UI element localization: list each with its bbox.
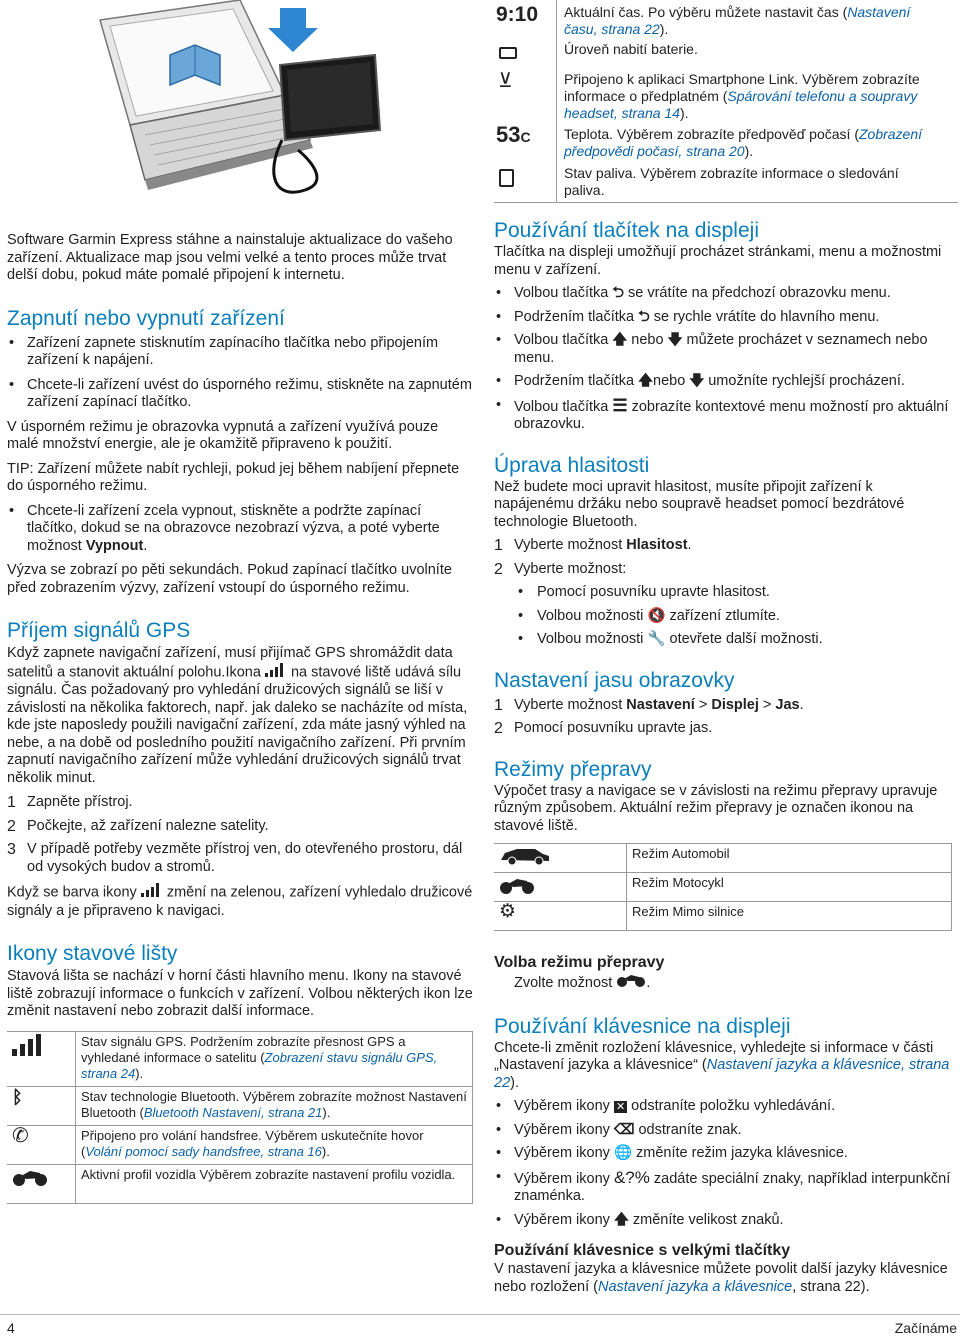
illustration (70, 0, 410, 210)
list-item: 1 Zapněte přístroj. (7, 794, 133, 811)
paragraph: Zvolte možnost . (514, 975, 651, 991)
page-number: 4 (7, 1320, 15, 1336)
paragraph: Chcete-li změnit rozložení klávesnice, vyhledejte si informace v části „Nastavení jazyka a klávesnice“ (Nastavení jazyka a klávesnice, strana 22). (494, 1039, 950, 1091)
transport-mode-table (494, 843, 952, 931)
list-item: • Výběrem ikony ✕ odstraníte položku vyhledávání. (494, 1098, 954, 1116)
heading-power: Zapnutí nebo vypnutí zařízení (7, 306, 285, 330)
footer-rule (0, 1314, 960, 1315)
status-desc: Aktuální čas. Po výběru můžete nastavit čas (Nastavení času, strana 22). (564, 4, 911, 37)
heading-gps: Příjem signálů GPS (7, 619, 191, 642)
gps-signal-icon (12, 1044, 46, 1059)
gps-signal-icon (141, 883, 163, 903)
list-item: • Volbou možnosti 🔧 otevřete další možnosti. (494, 631, 954, 649)
list-item: 2 Pomocí posuvníku upravte jas. (494, 720, 713, 737)
list-item: • Chcete-li zařízení zcela vypnout, stiskněte a podržte zapínací tlačítko, dokud se na obrazovce nezobrazí výzva, a poté vyberte možnost Vypnout. (7, 503, 473, 556)
table-row: ✆ Připojeno pro volání handsfree. Výběrem uskutečníte hovor (Volání pomocí sady handsfree, strana 16). (7, 1125, 473, 1164)
special-characters-icon: &?% (613, 1167, 650, 1187)
paragraph: Stavová lišta se nachází v horní části hlavního menu. Ikony na stavové liště zobrazují informace o funkcích v zařízení. Volbou některých ikon lze změnit nastavení nebo zobrazit další informace. (7, 968, 473, 1019)
divider (494, 202, 958, 203)
link[interactable]: Bluetooth Nastavení, strana 21 (143, 1104, 323, 1120)
heading-status-icons: Ikony stavové lišty (7, 942, 178, 965)
list-item: • Výběrem ikony ⌫ odstraníte znak. (494, 1122, 954, 1140)
heading-volume: Úprava hlasitosti (494, 453, 650, 477)
list-item: 2 Počkejte, až zařízení nalezne satelity. (7, 817, 269, 835)
menu-icon: ☰ (612, 395, 628, 415)
arrow-up-icon: 🡅 (612, 332, 628, 348)
list-item: 1 Vyberte možnost Nastavení > Displej > Jas. (494, 696, 804, 714)
heading-transport-modes: Režimy přepravy (494, 757, 652, 781)
table-row: Režim Automobil (494, 844, 952, 873)
table-row: ᛒ Stav technologie Bluetooth. Výběrem zobrazíte možnost Nastavení Bluetooth (Bluetooth Nastavení, strana 21). (7, 1086, 473, 1125)
list-item: • Zařízení zapnete stisknutím zapínacího tlačítka nebo připojením zařízení k napájení. (7, 335, 473, 370)
list-item: • Pomocí posuvníku upravte hlasitost. (494, 584, 954, 602)
heading-choose-mode: Volba režimu přepravy (494, 954, 665, 971)
table-row: Stav signálu GPS. Podržením zobrazíte přesnost GPS a vyhledané informace o satelitu (Zobrazení stavu signálu GPS, strana 24). (7, 1031, 473, 1086)
phone-icon: ✆ (12, 1124, 29, 1147)
table-row: ⚙ Režim Mimo silnice (494, 902, 952, 931)
list-item: • Volbou tlačítka ⮌ se vrátíte na předchozí obrazovku menu. (494, 285, 954, 303)
paragraph: Výpočet trasy a navigace se v závislosti na režimu přepravy upravuje různým způsobem. Aktuální režim přepravy je označen ikonou na stavové liště. (494, 782, 938, 834)
arrow-up-icon: 🡅 (638, 373, 654, 389)
heading-brightness: Nastavení jasu obrazovky (494, 668, 735, 692)
intro-paragraph: Software Garmin Express stáhne a nainstaluje aktualizace do vašeho zařízení. Aktualizace map jsou velmi velké a tento proces může trvat delší dobu, pokud máte pomalé připojení k internetu. (7, 232, 453, 283)
temperature-icon: 53C (496, 122, 531, 147)
paragraph: V nastavení jazyka a klávesnice můžete povolit další jazyky klávesnice nebo rozložení (Nastavení jazyka a klávesnice, strana 22). (494, 1261, 948, 1295)
clock-icon: 9:10 (496, 3, 539, 26)
right-column (494, 219, 954, 1296)
laptop-gps-illustration (70, 0, 410, 210)
link[interactable]: Volání pomocí sady handsfree, strana 16 (85, 1143, 322, 1159)
arrow-down-icon: 🡇 (667, 332, 683, 348)
divider (556, 0, 557, 202)
table-row: Režim Motocykl (494, 873, 952, 902)
table-row: Aktivní profil vozidla Výběrem zobrazíte nastavení profilu vozidla. (7, 1164, 473, 1203)
list-item: 2 Vyberte možnost: (494, 560, 627, 578)
wrench-icon: 🔧 (647, 631, 666, 647)
list-item: • Výběrem ikony 🌐 změníte režim jazyka klávesnice. (494, 1145, 954, 1163)
list-item: • Volbou tlačítka 🡅 nebo 🡇 můžete procházet v seznamech nebo menu. (494, 332, 954, 367)
paragraph: Než budete moci upravit hlasitost, musíte připojit zařízení k napájenému držáku nebo soupravě headset pomocí bezdrátové technologie Bluetooth. (494, 478, 905, 530)
download-icon (268, 8, 318, 52)
paragraph: V úsporném režimu je obrazovka vypnutá a zařízení využívá pouze malé množství energie, ale je okamžitě připraveno k použití. (7, 418, 439, 452)
list-item: • Volbou tlačítka ☰ zobrazíte kontextové menu možností pro aktuální obrazovku. (494, 397, 954, 434)
link[interactable]: Nastavení jazyka a klávesnice, strana 22 (494, 1057, 950, 1091)
heading-buttons: Používání tlačítek na displeji (494, 219, 759, 242)
list-item: • Podržením tlačítka ⮌ se rychle vrátíte do hlavního menu. (494, 309, 954, 327)
left-column (7, 232, 473, 1204)
paragraph: Tlačítka na displeji umožňují procházet stránkami, menu a možnostmi menu v zařízení. (494, 244, 942, 278)
tip-paragraph: TIP: Zařízení můžete nabít rychleji, pokud jej během nabíjení přepnete do úsporného režimu. (7, 460, 460, 494)
bluetooth-icon: ᛒ (12, 1086, 23, 1107)
heading-keyboard: Používání klávesnice na displeji (494, 1014, 791, 1038)
list-item: 1 Vyberte možnost Hlasitost. (494, 537, 692, 554)
arrow-down-icon: 🡇 (689, 373, 705, 389)
list-item: • Výběrem ikony &?% zadáte speciální znaky, například interpunkční znaménka. (494, 1169, 954, 1206)
motorcycle-icon (616, 975, 646, 991)
list-item: • Chcete-li zařízení uvést do úsporného režimu, stiskněte na zapnutém zařízení zapínací tlačítko. (7, 377, 473, 412)
paragraph: Výzva se zobrazí po pěti sekundách. Pokud zapínací tlačítko uvolníte před zobrazením výzvy, zařízení vstoupí do úsporného režimu. (7, 562, 452, 596)
list-item: • Volbou možnosti 🔇 zařízení ztlumíte. (494, 608, 954, 626)
clear-icon: ✕ (615, 1101, 626, 1113)
smartphone-link-icon: ⊻ (498, 70, 513, 92)
paragraph: Když zapnete navigační zařízení, musí přijímač GPS shromáždit data satelitů a stanovit aktuální polohu.Ikona na stavové liště udává sílu signálu. Čas požadovaný pro vyhledání družicových signálů se liší v závislosti na několika faktorech, např. jak daleko se nacházíte od místa, kde jste naposledy použili navigační zařízení, zda máte jasný výhled na nebe, a na době od posledního použití navigačního zařízení. Při prvním zapnutí navigačního zařízení může vyhledání družicových signálů trvat několik minut. (7, 645, 468, 786)
section-name: Začínáme (894, 1320, 957, 1336)
fuel-icon (499, 169, 514, 187)
battery-icon (499, 47, 517, 59)
motorcycle-icon (12, 1175, 48, 1190)
off-road-icon: ⚙ (499, 901, 517, 922)
list-item: 3 V případě potřeby vezměte přístroj ven, do otevřeného prostoru, dál od vysokých budov a stromů. (7, 841, 463, 875)
paragraph: Když se barva ikony změní na zelenou, zařízení vyhledalo družicové signály a je připraveno k navigaci. (7, 884, 473, 919)
status-icon-table (7, 1031, 473, 1204)
list-item: • Výběrem ikony 🡅 změníte velikost znaků. (494, 1212, 954, 1230)
gps-signal-icon (265, 663, 287, 683)
link[interactable]: Spárování telefonu a soupravy headset, strana 14 (564, 88, 918, 121)
list-item: • Podržením tlačítka 🡅nebo 🡇 umožníte rychlejší procházení. (494, 373, 954, 391)
link[interactable]: Nastavení jazyka a klávesnice (597, 1278, 793, 1295)
heading-big-keyboard: Používání klávesnice s velkými tlačítky (494, 1242, 791, 1259)
shift-icon: 🡅 (613, 1211, 629, 1228)
back-icon: ⮌ (638, 308, 650, 325)
globe-icon: 🌐 (613, 1145, 632, 1161)
link[interactable]: Zobrazení stavu signálu GPS, strana 24 (81, 1049, 438, 1081)
link[interactable]: Zobrazení předpovědi počasí, strana 20 (564, 126, 923, 159)
motorcycle-icon (499, 883, 535, 898)
backspace-icon: ⌫ (613, 1121, 635, 1138)
car-icon (499, 854, 551, 869)
mute-icon: 🔇 (647, 607, 666, 624)
link[interactable]: Nastavení času, strana 22 (564, 4, 911, 37)
back-icon: ⮌ (612, 285, 624, 301)
